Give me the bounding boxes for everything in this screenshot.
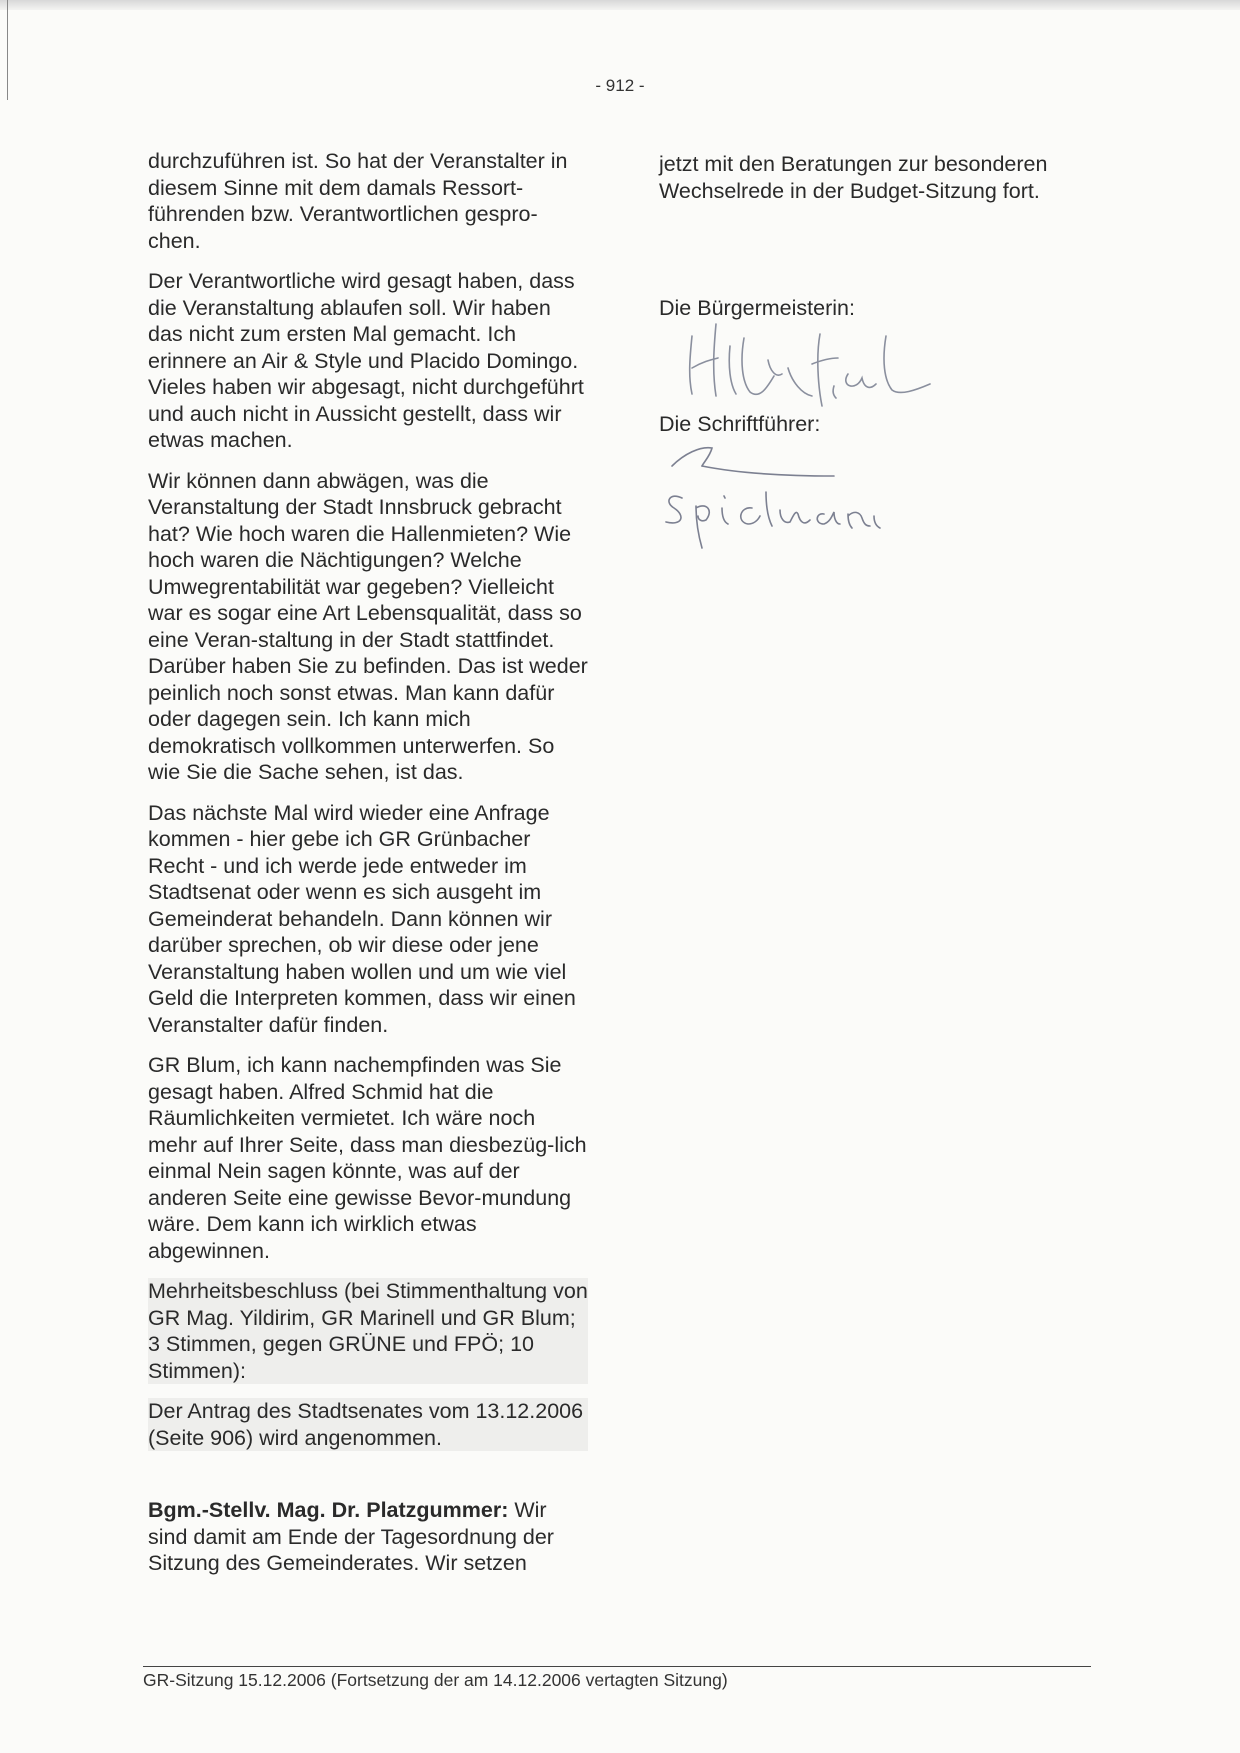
mayor-label: Die Bürgermeisterin:	[659, 296, 855, 320]
paragraph-4: Das nächste Mal wird wieder eine Anfrage kommen - hier gebe ich GR Grünbacher Recht - und ich werde jede entweder im Stadtsenat oder wenn es sich ausgeht im Gemeinderat behandeln. Dann können wir darüber sprechen, ob wir diese oder jene Veranstaltung haben wollen und um wie viel Geld die Interpreten kommen, dass wir einen Veranstalter dafür finden.	[148, 800, 576, 1037]
footer-rule	[143, 1666, 1091, 1667]
mayor-signature	[680, 316, 950, 416]
closing-paragraph	[148, 1497, 588, 1577]
resolution-text: Mehrheitsbeschluss (bei Stimmenthaltung von GR Mag. Yildirim, GR Marinell und GR Blum; 3 Stimmen, gegen GRÜNE und FPÖ; 10 Stimmen):	[148, 1279, 588, 1383]
motion-accepted: Der Antrag des Stadtsenates vom 13.12.2006 (Seite 906) wird angenommen.	[148, 1398, 588, 1451]
page-footer: GR-Sitzung 15.12.2006 (Fortsetzung der am 14.12.2006 vertagten Sitzung)	[143, 1670, 728, 1690]
speaker-name: Bgm.-Stellv. Mag. Dr. Platzgummer:	[148, 1498, 509, 1522]
left-column	[148, 148, 588, 1591]
right-column	[659, 151, 1099, 218]
paragraph-1: durchzuführen ist. So hat der Veranstalter in diesem Sinne mit dem damals Ressort-führenden bzw. Verantwortlichen gespro-chen.	[148, 149, 568, 253]
secretary-label: Die Schriftführer:	[659, 412, 821, 436]
scan-top-edge	[0, 0, 1240, 10]
continuation-paragraph: jetzt mit den Beratungen zur besonderen Wechselrede in der Budget-Sitzung fort.	[659, 152, 1048, 203]
secretary-signature	[652, 436, 892, 556]
closing-text: Wir sind damit am Ende der Tagesordnung der Sitzung des Gemeinderates. Wir setzen	[148, 1498, 554, 1575]
paragraph-5: GR Blum, ich kann nachempfinden was Sie gesagt haben. Alfred Schmid hat die Räumlichkeiten vermietet. Ich wäre noch mehr auf Ihrer Seite, dass man diesbezüg-lich einmal Nein sagen könnte, was auf der anderen Seite eine gewisse Bevor-mundung wäre. Dem kann ich wirklich etwas abgewinnen.	[148, 1053, 587, 1263]
page-number: - 912 -	[595, 76, 645, 95]
paragraph-2: Der Verantwortliche wird gesagt haben, dass die Veranstaltung ablaufen soll. Wir haben das nicht zum ersten Mal gemacht. Ich erinnere an Air & Style und Placido Domingo. Vieles haben wir abgesagt, nicht durchgeführt und auch nicht in Aussicht gestellt, dass wir etwas machen.	[148, 269, 584, 452]
paragraph-3: Wir können dann abwägen, was die Veranstaltung der Stadt Innsbruck gebracht hat? Wie hoch waren die Hallenmieten? Wie hoch waren die Nächtigungen? Welche Umwegrentabilität war gegeben? Vielleicht war es sogar eine Art Lebensqualität, dass so eine Veran-staltung in der Stadt stattfindet. Darüber haben Sie zu befinden. Das ist weder peinlich noch sonst etwas. Man kann dafür oder dagegen sein. Ich kann mich demokratisch vollkommen unterwerfen. So wie Sie die Sache sehen, ist das.	[148, 468, 588, 784]
